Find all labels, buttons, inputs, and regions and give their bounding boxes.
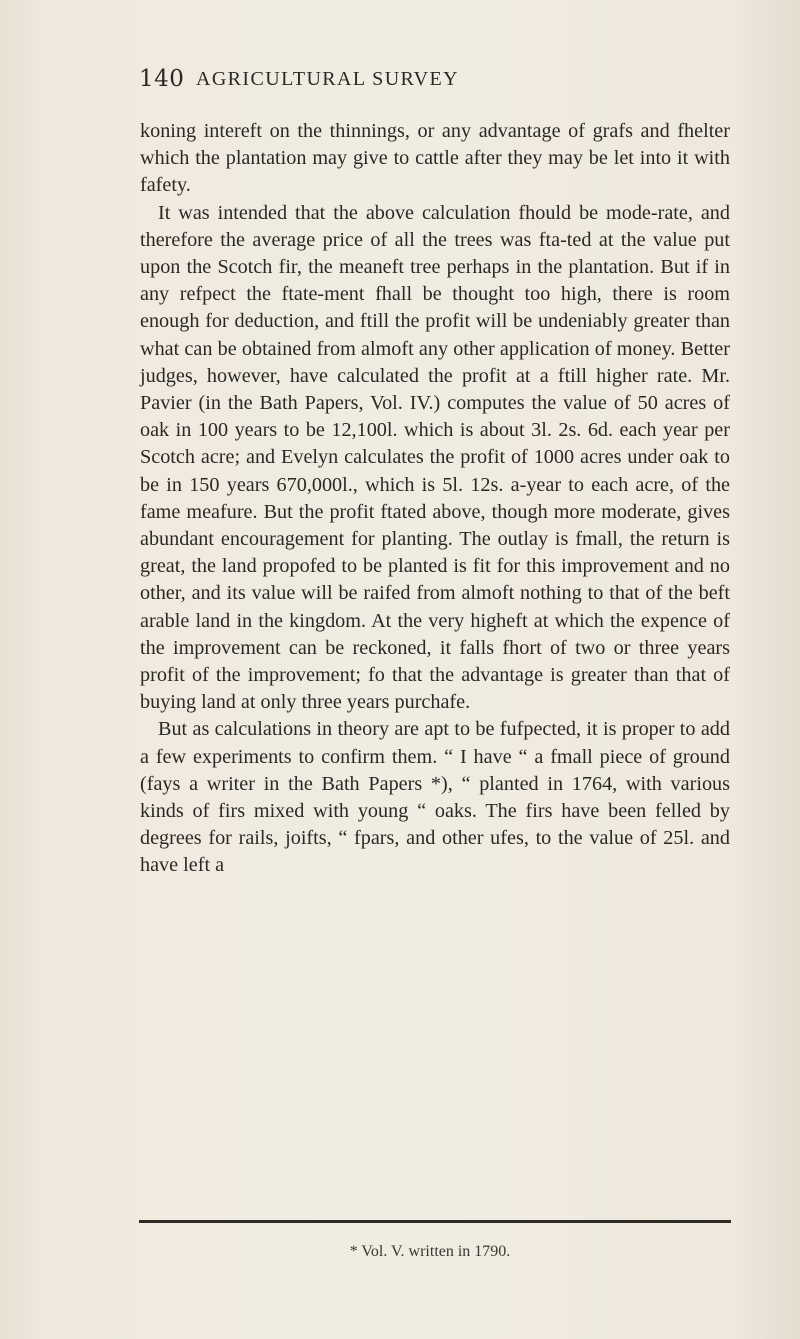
paragraph-2: It was intended that the above calculation fhould be mode-rate, and therefore the average price of all the trees was fta-ted at the value put upon the Scotch fir, the meaneft tree perhaps in the plantation. But if in any refpect the ftate-ment fhall be thought too high, there is room enough for deduction, and ftill the profit will be undeniably greater than what can be obtained from almoft any other application of money. Better judges, however, have calculated the profit at a ftill higher rate. Mr. Pavier (in the Bath Papers, Vol. IV.) computes the value of 50 acres of oak in 100 years to be 12,100l. which is about 3l. 2s. 6d. each year per Scotch acre; and Evelyn calculates the profit of 1000 acres under oak to be in 150 years 670,000l., which is 5l. 12s. a-year to each acre, of the fame meafure. But the profit ftated above, though more moderate, gives abundant encouragement for planting. The outlay is fmall, the return is great, the land propofed to be planted is fit for this improvement and no other, and its value will be raifed from almoft nothing to that of the beft arable land in the kingdom. At the very higheft at which the expence of the improvement can be reckoned, it falls fhort of two or three years profit of the improvement; fo that the advantage is greater than that of buying land at only three years purchafe. bbox=[140, 201, 730, 714]
footnote-divider bbox=[139, 1220, 731, 1223]
page-number: 140 bbox=[139, 66, 185, 92]
footnote: * Vol. V. written in 1790. bbox=[349, 1243, 511, 1260]
paragraph-3: But as calculations in theory are apt to be fufpected, it is proper to add a few experiments to confirm them. “ I have “ a fmall piece of ground (fays a writer in the Bath Papers *), “ planted in 1764, with various kinds of firs mixed with young “ oaks. The firs have been felled by degrees for rails, joifts, “ fpars, and other ufes, to the value of 25l. and have left a bbox=[140, 718, 730, 877]
page-header bbox=[139, 66, 659, 100]
running-head: AGRICULTURAL SURVEY bbox=[196, 68, 459, 90]
paragraph-1: koning intereft on the thinnings, or any advantage of grafs and fhelter which the plantation may give to cattle after they may be let into it with fafety. bbox=[140, 120, 730, 197]
body-text bbox=[140, 118, 730, 880]
